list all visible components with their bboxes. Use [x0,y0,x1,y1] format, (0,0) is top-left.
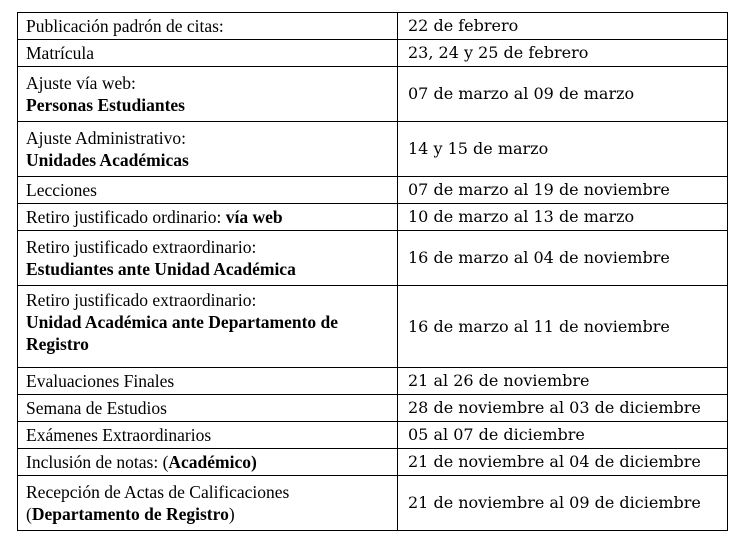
activity-label-bold: Académico) [168,452,257,472]
date-cell [398,368,728,395]
activity-cell [18,449,398,476]
activity-label-open: ( [26,504,32,524]
date-value: 07 de marzo al 09 de marzo [408,84,635,103]
table-row [18,476,728,531]
activity-label-bold: Estudiantes ante Unidad Académica [26,259,296,279]
date-value: 28 de noviembre al 03 de diciembre [408,398,701,417]
table-row [18,231,728,286]
table-row [18,177,728,204]
activity-cell [18,40,398,67]
activity-label: Matrícula [26,43,95,63]
date-value: 10 de marzo al 13 de marzo [408,207,635,226]
date-value: 16 de marzo al 11 de noviembre [408,316,670,336]
activity-label: Inclusión de notas: ( [26,452,169,472]
activity-label-bold: vía web [225,207,283,227]
date-cell [398,449,728,476]
activity-cell [18,177,398,204]
schedule-table [17,12,728,531]
date-value: 21 de noviembre al 09 de diciembre [408,493,701,512]
date-value: 05 al 07 de diciembre [408,425,585,444]
date-cell [398,231,728,286]
activity-cell [18,422,398,449]
activity-label-bold: Departamento de Registro [31,504,229,524]
date-cell [398,13,728,40]
table-row [18,286,728,368]
date-value: 22 de febrero [408,16,519,35]
activity-cell [18,368,398,395]
date-value: 21 al 26 de noviembre [408,371,590,390]
activity-label-bold: Unidad Académica ante Departamento de Registro [26,312,339,354]
activity-label: Publicación padrón de citas: [26,16,224,36]
date-cell [398,286,728,368]
activity-label: Lecciones [26,180,97,200]
table-row [18,395,728,422]
date-cell [398,476,728,531]
activity-label: Ajuste Administrativo: [26,128,186,148]
activity-label: Retiro justificado extraordinario: [26,237,257,257]
date-cell [398,122,728,177]
date-cell [398,67,728,122]
table-row [18,422,728,449]
table-row [18,204,728,231]
activity-cell [18,67,398,122]
table-row [18,122,728,177]
activity-label: Retiro justificado extraordinario: [26,290,257,310]
date-value: 21 de noviembre al 04 de diciembre [408,452,701,471]
activity-label: Evaluaciones Finales [26,371,175,391]
date-value: 07 de marzo al 19 de noviembre [408,180,670,199]
date-value: 16 de marzo al 04 de noviembre [408,248,670,267]
activity-label-close: ) [228,504,235,524]
activity-cell [18,13,398,40]
date-value: 23, 24 y 25 de febrero [408,43,589,62]
table-row [18,67,728,122]
activity-label: Ajuste vía web: [26,73,136,93]
activity-label-bold: Unidades Académicas [26,150,189,170]
date-cell [398,204,728,231]
date-cell [398,395,728,422]
activity-label: Semana de Estudios [26,398,167,418]
activity-cell [18,122,398,177]
date-cell [398,422,728,449]
activity-label: Retiro justificado ordinario: [26,207,226,227]
activity-cell [18,395,398,422]
activity-cell [18,286,398,368]
activity-label-bold: Personas Estudiantes [26,95,185,115]
activity-label: Exámenes Extraordinarios [26,425,212,445]
date-cell [398,40,728,67]
date-cell [398,177,728,204]
table-row [18,13,728,40]
activity-cell [18,231,398,286]
date-value: 14 y 15 de marzo [408,139,549,158]
table-row [18,368,728,395]
activity-cell [18,204,398,231]
table-row [18,449,728,476]
activity-cell [18,476,398,531]
table-row [18,40,728,67]
activity-label: Recepción de Actas de Calificaciones [26,482,290,502]
